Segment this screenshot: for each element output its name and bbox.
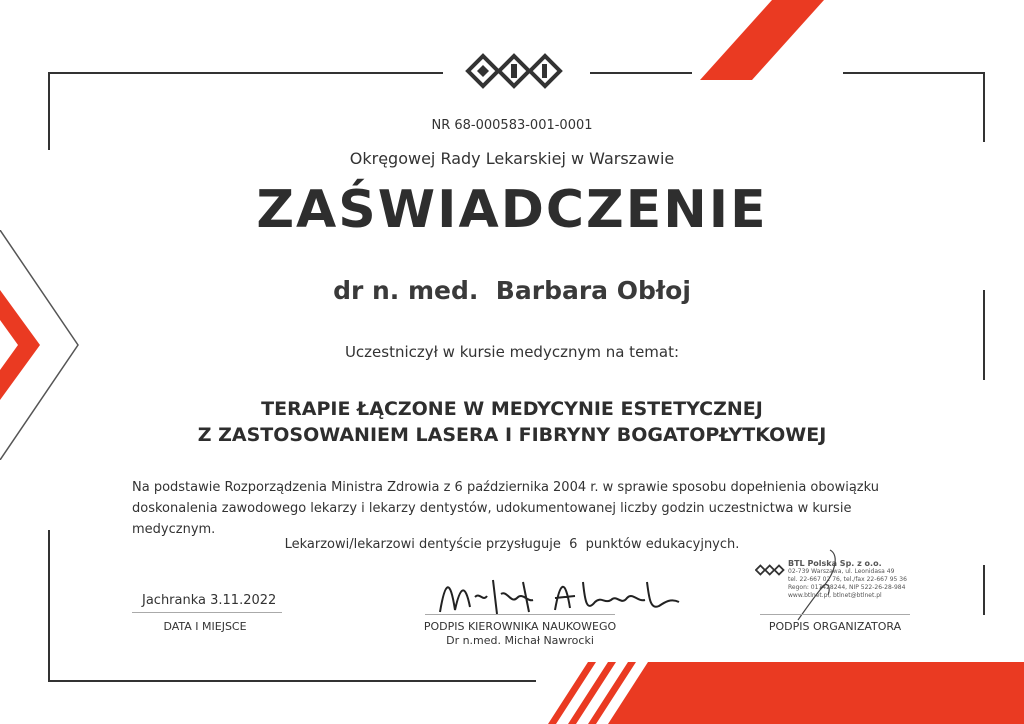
- certificate-title: ZAŚWIADCZENIE: [256, 180, 768, 240]
- date-place-value: Jachranka 3.11.2022: [142, 593, 277, 608]
- scientific-lead-line: [425, 614, 615, 615]
- organizer-line: [760, 614, 910, 615]
- scientific-lead-label: PODPIS KIEROWNIKA NAUKOWEGO: [423, 620, 617, 633]
- organizer-signature: [790, 545, 850, 625]
- frame-top-right: [843, 72, 985, 74]
- recipient-name: dr n. med. Barbara Obłoj: [333, 276, 691, 305]
- frame-bottom: [48, 680, 536, 682]
- course-title: [0, 396, 1024, 448]
- date-place-label: DATA I MIEJSCE: [163, 620, 247, 633]
- frame-left-top: [48, 72, 50, 150]
- frame-right-bottom: [983, 565, 985, 615]
- stamp-phone: tel. 22-667 02 76, tel./fax 22-667 95 36: [788, 576, 907, 583]
- stamp-web: www.btlnet.pl, btlnet@btlnet.pl: [788, 592, 882, 599]
- organizer-label: PODPIS ORGANIZATORA: [768, 620, 902, 633]
- course-title-line-1: TERAPIE ŁĄCZONE W MEDYCYNIE ESTETYCZNEJ: [261, 398, 763, 420]
- date-place-line: [132, 612, 282, 613]
- btl-logo-icon: [465, 46, 565, 96]
- education-points: Lekarzowi/lekarzowi dentyście przysługuje 6 punktów edukacyjnych.: [284, 537, 740, 552]
- legal-basis-text: Na podstawie Rozporządzenia Ministra Zdrowia z 6 października 2004 r. w sprawie sposobu dopełnienia obowiązku doskonalenia zawodowego lekarzy i lekarzy dentystów, udokumentowanej liczby godzin uczestnictwa w kursie medycznym.: [132, 480, 879, 537]
- frame-top-mid: [590, 72, 692, 74]
- stamp-ids: Regon: 017428244, NIP 522-26-28-984: [788, 584, 906, 591]
- issuing-organization: Okręgowej Rady Lekarskiej w Warszawie: [349, 149, 675, 168]
- frame-left-bottom: [48, 530, 50, 682]
- course-title-line-2: Z ZASTOSOWANIEM LASERA I FIBRYNY BOGATOPŁYTKOWEJ: [197, 424, 827, 446]
- decor-top-right: [700, 0, 824, 80]
- stamp-company: BTL Polska Sp. z o.o.: [788, 559, 882, 568]
- decor-bottom-right: [548, 662, 1024, 724]
- stamp-address: 02-739 Warszawa, ul. Leonidasa 49: [788, 568, 895, 575]
- certificate-number: NR 68-000583-001-0001: [431, 118, 593, 133]
- scientific-lead-name: Dr n.med. Michał Nawrocki: [446, 634, 594, 647]
- course-intro: Uczestniczył w kursie medycznym na temat:: [344, 343, 680, 361]
- frame-top-left: [48, 72, 443, 74]
